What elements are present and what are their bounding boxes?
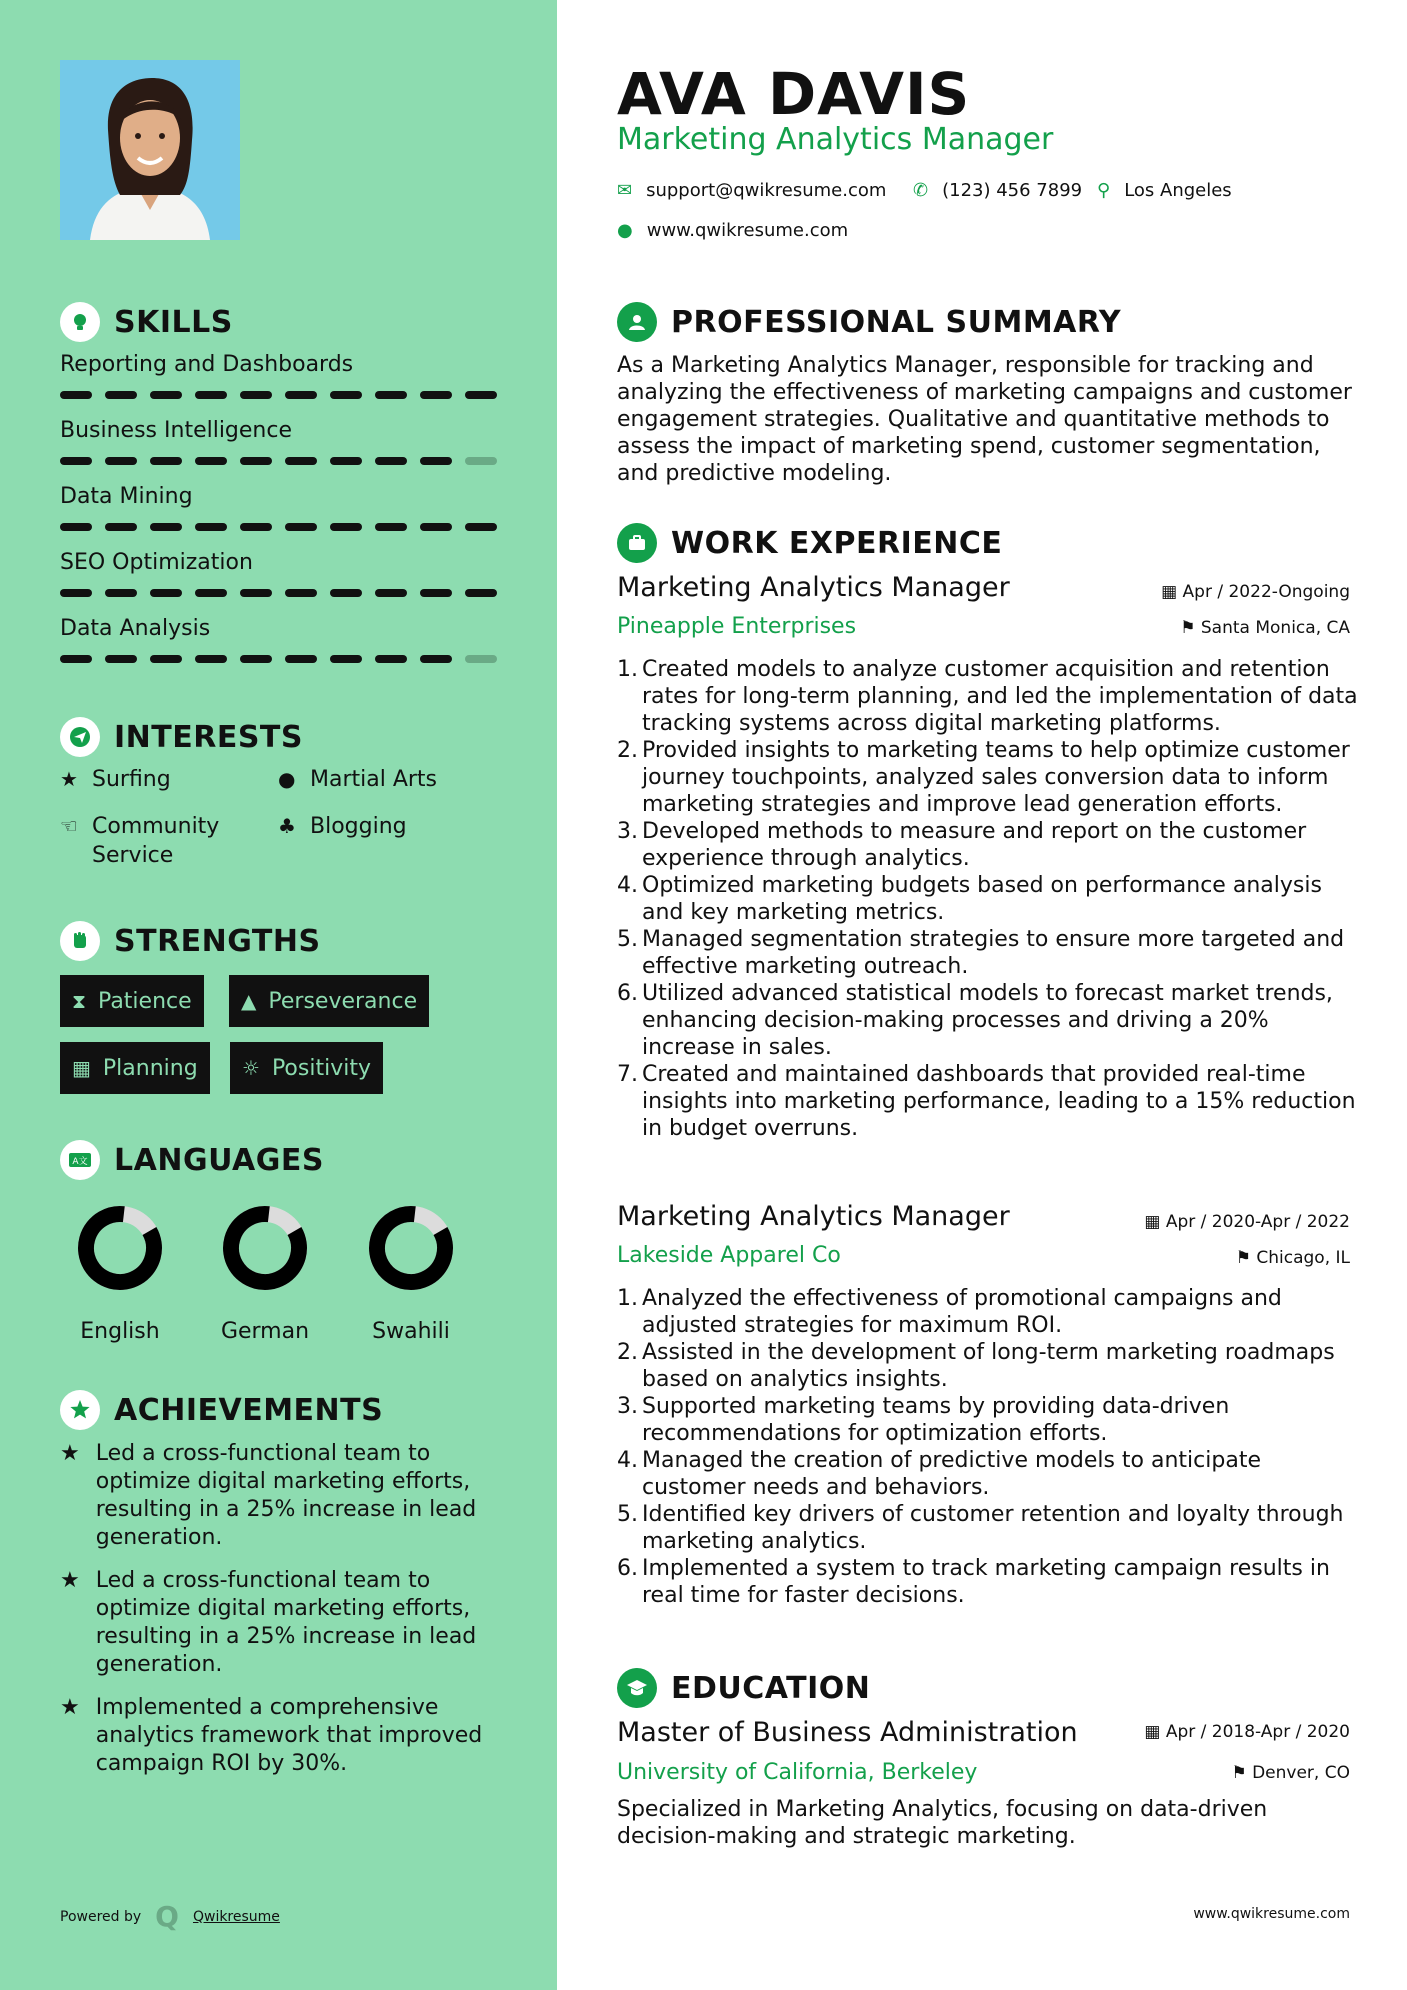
skill-level-dot	[375, 457, 407, 465]
job-company: Lakeside Apparel Co	[617, 1243, 841, 1268]
skill-level-dot	[285, 655, 317, 663]
fist-icon	[60, 921, 100, 961]
hand-icon: ☜	[60, 814, 78, 838]
language-ring-fill	[222, 1205, 308, 1291]
skill-level-dot	[330, 457, 362, 465]
skill-level-dot	[240, 523, 272, 531]
phone-icon: ✆	[913, 180, 929, 201]
strength-label: Perseverance	[268, 988, 418, 1014]
skill-level-dot	[150, 655, 182, 663]
contact-website[interactable]	[617, 220, 848, 241]
list-item: 6. Utilized advanced statistical models to forecast market trends, enhancing decision-making processes and driving a 20% increase in sales.	[617, 980, 1362, 1061]
language-item	[200, 1205, 330, 1344]
job-date-text: Apr / 2020-Apr / 2022	[1165, 1212, 1350, 1232]
lightbulb-icon	[60, 302, 100, 342]
bullet-text: Optimized marketing budgets based on performance analysis and key marketing metrics.	[642, 873, 1322, 925]
powered-by-label: Powered by	[60, 1908, 142, 1925]
qwikresume-link[interactable]: Qwikresume	[192, 1908, 280, 1925]
strength-chip-planning	[60, 1042, 210, 1094]
skill-level-dot	[105, 523, 137, 531]
education-heading	[617, 1668, 870, 1708]
profile-photo-image	[60, 60, 240, 240]
school-name: University of California, Berkeley	[617, 1760, 978, 1785]
sidebar	[0, 0, 557, 1990]
language-item	[346, 1205, 476, 1344]
job-bullets	[617, 1285, 1362, 1609]
language-level-ring	[222, 1205, 308, 1291]
list-item: 5. Identified key drivers of customer retention and loyalty through marketing analytics.	[617, 1501, 1362, 1555]
achievements-heading	[60, 1390, 383, 1430]
skill-level-dot	[240, 655, 272, 663]
strength-label: Planning	[102, 1055, 198, 1081]
skill-item	[60, 550, 500, 597]
summary-heading	[617, 302, 1121, 342]
contact-email[interactable]	[617, 180, 886, 201]
list-item: 3. Developed methods to measure and report on the customer experience through analytics.	[617, 818, 1362, 872]
email-text: support@qwikresume.com	[646, 180, 887, 201]
mountain-icon: ▲	[241, 989, 257, 1013]
skill-level-dot	[465, 655, 497, 663]
skill-level-dot	[375, 655, 407, 663]
language-level-ring	[77, 1205, 163, 1291]
summary-title: PROFESSIONAL SUMMARY	[671, 304, 1122, 340]
skill-level-dot	[150, 589, 182, 597]
skill-level-dot	[285, 457, 317, 465]
bullet-text: Managed segmentation strategies to ensure more targeted and effective marketing outreach.	[642, 927, 1345, 979]
skill-label: Data Analysis	[60, 616, 211, 641]
achievements-title: ACHIEVEMENTS	[114, 1392, 384, 1428]
summary-text: As a Marketing Analytics Manager, responsible for tracking and analyzing the effectiveness of marketing campaigns and customer engagement strategies. Qualitative and quantitative methods to assess the impact of marketing spend, customer segmentation, and predictive modeling.	[617, 353, 1352, 486]
list-item: 7. Created and maintained dashboards that provided real-time insights into marketing performance, leading to a 15% reduction in budget overruns.	[617, 1061, 1362, 1142]
skill-level-dot	[60, 391, 92, 399]
list-item: 1. Analyzed the effectiveness of promotional campaigns and adjusted strategies for maximum ROI.	[617, 1285, 1362, 1339]
skill-level-bar	[60, 457, 500, 465]
bullet-text: Utilized advanced statistical models to forecast market trends, enhancing decision-making processes and driving a 20% increase in sales.	[642, 981, 1333, 1060]
skill-level-dot	[465, 523, 497, 531]
list-item: 2. Assisted in the development of long-term marketing roadmaps based on analytics insights.	[617, 1339, 1362, 1393]
candidate-name: AVA DAVIS	[617, 60, 971, 128]
interest-label: Blogging	[310, 814, 407, 839]
education-title: EDUCATION	[671, 1670, 871, 1706]
job-location-text: Chicago, IL	[1256, 1248, 1350, 1268]
degree-title: Master of Business Administration	[617, 1717, 1078, 1748]
skill-level-dot	[195, 391, 227, 399]
achievement-text: Led a cross-functional team to optimize digital marketing efforts, resulting in a 25% increase in lead generation.	[95, 1568, 477, 1677]
strengths-title: STRENGTHS	[114, 923, 321, 959]
skill-label: SEO Optimization	[60, 550, 253, 575]
education-description: Specialized in Marketing Analytics, focusing on data-driven decision-making and strategic marketing.	[617, 1797, 1268, 1849]
star-burst-icon: ★	[60, 1441, 80, 1466]
skill-level-dot	[240, 391, 272, 399]
language-label: English	[80, 1319, 160, 1344]
languages-heading	[60, 1140, 324, 1180]
bullet-text: Analyzed the effectiveness of promotional campaigns and adjusted strategies for maximum ROI.	[642, 1286, 1282, 1338]
language-ring-fill	[77, 1205, 163, 1291]
job-date	[1161, 582, 1350, 602]
contact-phone[interactable]	[913, 180, 1082, 201]
globe-icon: ●	[278, 767, 296, 791]
list-item: 3. Supported marketing teams by providing data-driven recommendations for optimization efforts.	[617, 1393, 1362, 1447]
skill-item	[60, 484, 500, 531]
skill-level-dot	[375, 589, 407, 597]
skill-level-dot	[285, 391, 317, 399]
skill-level-dot	[330, 655, 362, 663]
language-item	[55, 1205, 185, 1344]
list-item: 2. Provided insights to marketing teams to help optimize customer journey touchpoints, analyzed sales conversion data to inform marketing strategies and improve lead generation efforts.	[617, 737, 1362, 818]
work-title: WORK EXPERIENCE	[671, 525, 1003, 561]
skill-level-dot	[420, 391, 452, 399]
graduation-cap-icon	[617, 1668, 657, 1708]
profile-photo	[60, 60, 240, 240]
interest-item-blogging	[278, 812, 407, 841]
job-title: Marketing Analytics Manager	[617, 1201, 1010, 1232]
bullet-text: Managed the creation of predictive models to anticipate customer needs and behaviors.	[642, 1448, 1261, 1500]
education-location-text: Denver, CO	[1252, 1763, 1350, 1783]
bullet-text: Implemented a system to track marketing campaign results in real time for faster decisions.	[642, 1556, 1330, 1608]
skill-level-dot	[60, 589, 92, 597]
skill-level-dot	[150, 457, 182, 465]
skill-level-dot	[420, 589, 452, 597]
skill-level-bar	[60, 391, 500, 399]
strength-chip-perseverance	[229, 975, 429, 1027]
skill-item	[60, 418, 500, 465]
skill-item	[60, 352, 500, 399]
bullet-text: Supported marketing teams by providing data-driven recommendations for optimization efforts.	[642, 1394, 1230, 1446]
skills-heading	[60, 302, 233, 342]
language-label: Swahili	[372, 1319, 450, 1344]
skill-level-dot	[465, 457, 497, 465]
skill-level-dot	[240, 457, 272, 465]
star-burst-icon: ★	[60, 1695, 80, 1720]
skill-level-dot	[375, 391, 407, 399]
skill-level-dot	[285, 589, 317, 597]
education-date	[1144, 1722, 1350, 1742]
interests-title: INTERESTS	[114, 719, 303, 755]
skill-level-dot	[375, 523, 407, 531]
skill-item	[60, 616, 500, 663]
skill-level-dot	[150, 523, 182, 531]
contact-location	[1097, 180, 1232, 201]
interest-label: Martial Arts	[310, 767, 438, 792]
achievement-item	[60, 1694, 500, 1778]
skill-level-dot	[105, 589, 137, 597]
briefcase-icon	[617, 523, 657, 563]
languages-title: LANGUAGES	[114, 1142, 324, 1178]
bullet-text: Identified key drivers of customer retention and loyalty through marketing analytics.	[642, 1502, 1344, 1554]
calendar-icon: ▦	[1144, 1722, 1166, 1742]
powered-by	[60, 1900, 280, 1933]
work-heading	[617, 523, 1002, 563]
pin-icon: ⚑	[1180, 618, 1201, 638]
candidate-title: Marketing Analytics Manager	[617, 122, 1054, 157]
skill-level-dot	[60, 655, 92, 663]
language-label: German	[220, 1319, 310, 1344]
skill-level-dot	[150, 391, 182, 399]
achievement-item	[60, 1567, 500, 1679]
skill-level-dot	[330, 391, 362, 399]
skill-level-dot	[240, 589, 272, 597]
strength-label: Patience	[98, 988, 192, 1014]
education-date-text: Apr / 2018-Apr / 2020	[1165, 1722, 1350, 1742]
bullet-text: Assisted in the development of long-term marketing roadmaps based on analytics insights.	[642, 1340, 1335, 1392]
list-item: 1. Created models to analyze customer acquisition and retention rates for long-term planning, and led the implementation of data tracking systems across digital marketing platforms.	[617, 656, 1362, 737]
skill-level-dot	[60, 523, 92, 531]
strengths-heading	[60, 921, 321, 961]
skill-level-dot	[285, 523, 317, 531]
skill-level-dot	[420, 457, 452, 465]
translate-icon	[60, 1140, 100, 1180]
main-content	[557, 0, 1407, 1990]
skill-level-dot	[105, 391, 137, 399]
sun-icon: ☼	[242, 1056, 260, 1080]
skill-label: Reporting and Dashboards	[60, 352, 354, 377]
list-item: 4. Managed the creation of predictive models to anticipate customer needs and behaviors.	[617, 1447, 1362, 1501]
skill-level-bar	[60, 655, 500, 663]
skill-level-dot	[330, 523, 362, 531]
achievement-item	[60, 1440, 500, 1552]
job-location-text: Santa Monica, CA	[1200, 618, 1350, 638]
interest-item-surfing	[60, 765, 171, 794]
language-level-ring	[368, 1205, 454, 1291]
job-title: Marketing Analytics Manager	[617, 572, 1010, 603]
pin-icon: ⚑	[1235, 1248, 1257, 1268]
website-text: www.qwikresume.com	[646, 220, 849, 241]
interest-label: Community Service	[92, 814, 220, 868]
skill-level-dot	[465, 391, 497, 399]
list-item: 6. Implemented a system to track marketing campaign results in real time for faster decisions.	[617, 1555, 1362, 1609]
skill-level-dot	[60, 457, 92, 465]
bullet-text: Created models to analyze customer acquisition and retention rates for long-term planning, and led the implementation of data tracking systems across digital marketing platforms.	[642, 657, 1358, 736]
strength-chip-positivity	[230, 1042, 383, 1094]
bullet-text: Provided insights to marketing teams to help optimize customer journey touchpoints, analyzed sales conversion data to inform marketing strategies and improve lead generation efforts.	[642, 738, 1350, 817]
star-icon: ★	[60, 767, 78, 791]
skill-label: Business Intelligence	[60, 418, 293, 443]
achievement-text: Implemented a comprehensive analytics framework that improved campaign ROI by 30%.	[95, 1695, 483, 1776]
envelope-icon: ✉	[617, 180, 633, 201]
paper-plane-icon	[60, 717, 100, 757]
award-star-icon	[60, 1390, 100, 1430]
calendar-icon: ▦	[1144, 1212, 1166, 1232]
skills-title: SKILLS	[114, 304, 233, 340]
globe-icon: ●	[617, 220, 633, 241]
user-icon	[617, 302, 657, 342]
users-icon: ♣	[278, 814, 296, 838]
skill-level-dot	[195, 523, 227, 531]
job-company: Pineapple Enterprises	[617, 614, 857, 639]
skill-level-dot	[195, 589, 227, 597]
pin-icon: ⚑	[1231, 1763, 1253, 1783]
interests-heading	[60, 717, 303, 757]
skill-label: Data Mining	[60, 484, 193, 509]
job-location	[1236, 1248, 1350, 1268]
bullet-text: Created and maintained dashboards that provided real-time insights into marketing performance, leading to a 15% reduction in budget overruns.	[642, 1062, 1356, 1141]
list-item: 5. Managed segmentation strategies to ensure more targeted and effective marketing outreach.	[617, 926, 1362, 980]
calendar-icon: ▦	[72, 1056, 91, 1080]
skill-level-dot	[105, 655, 137, 663]
job-date	[1144, 1212, 1350, 1232]
svg-text:A文: A文	[72, 1157, 88, 1167]
strength-chip-patience	[60, 975, 204, 1027]
location-text: Los Angeles	[1124, 180, 1232, 201]
phone-text: (123) 456 7899	[942, 180, 1083, 201]
job-bullets	[617, 656, 1362, 1142]
hourglass-icon: ⧗	[72, 989, 87, 1013]
interest-item-martial-arts	[278, 765, 437, 794]
skill-level-bar	[60, 523, 500, 531]
list-item: 4. Optimized marketing budgets based on performance analysis and key marketing metrics.	[617, 872, 1362, 926]
skill-level-bar	[60, 589, 500, 597]
education-location	[1231, 1763, 1350, 1783]
star-burst-icon: ★	[60, 1568, 80, 1593]
calendar-icon: ▦	[1161, 582, 1183, 602]
footer-url[interactable]: www.qwikresume.com	[1193, 1906, 1350, 1922]
job-date-text: Apr / 2022-Ongoing	[1182, 582, 1350, 602]
bullet-text: Developed methods to measure and report on the customer experience through analytics.	[642, 819, 1307, 871]
skill-level-dot	[195, 457, 227, 465]
skill-level-dot	[195, 655, 227, 663]
skill-level-dot	[105, 457, 137, 465]
skill-level-dot	[330, 589, 362, 597]
language-ring-fill	[368, 1205, 454, 1291]
interest-item-community-service	[60, 812, 240, 870]
skill-level-dot	[420, 523, 452, 531]
skill-level-dot	[465, 589, 497, 597]
interest-label: Surfing	[92, 767, 171, 792]
strength-label: Positivity	[271, 1055, 371, 1081]
qwikresume-logo-icon: Q	[155, 1900, 179, 1933]
map-pin-icon: ⚲	[1097, 180, 1111, 201]
job-location	[1180, 618, 1350, 638]
achievement-text: Led a cross-functional team to optimize digital marketing efforts, resulting in a 25% increase in lead generation.	[95, 1441, 477, 1550]
skill-level-dot	[420, 655, 452, 663]
